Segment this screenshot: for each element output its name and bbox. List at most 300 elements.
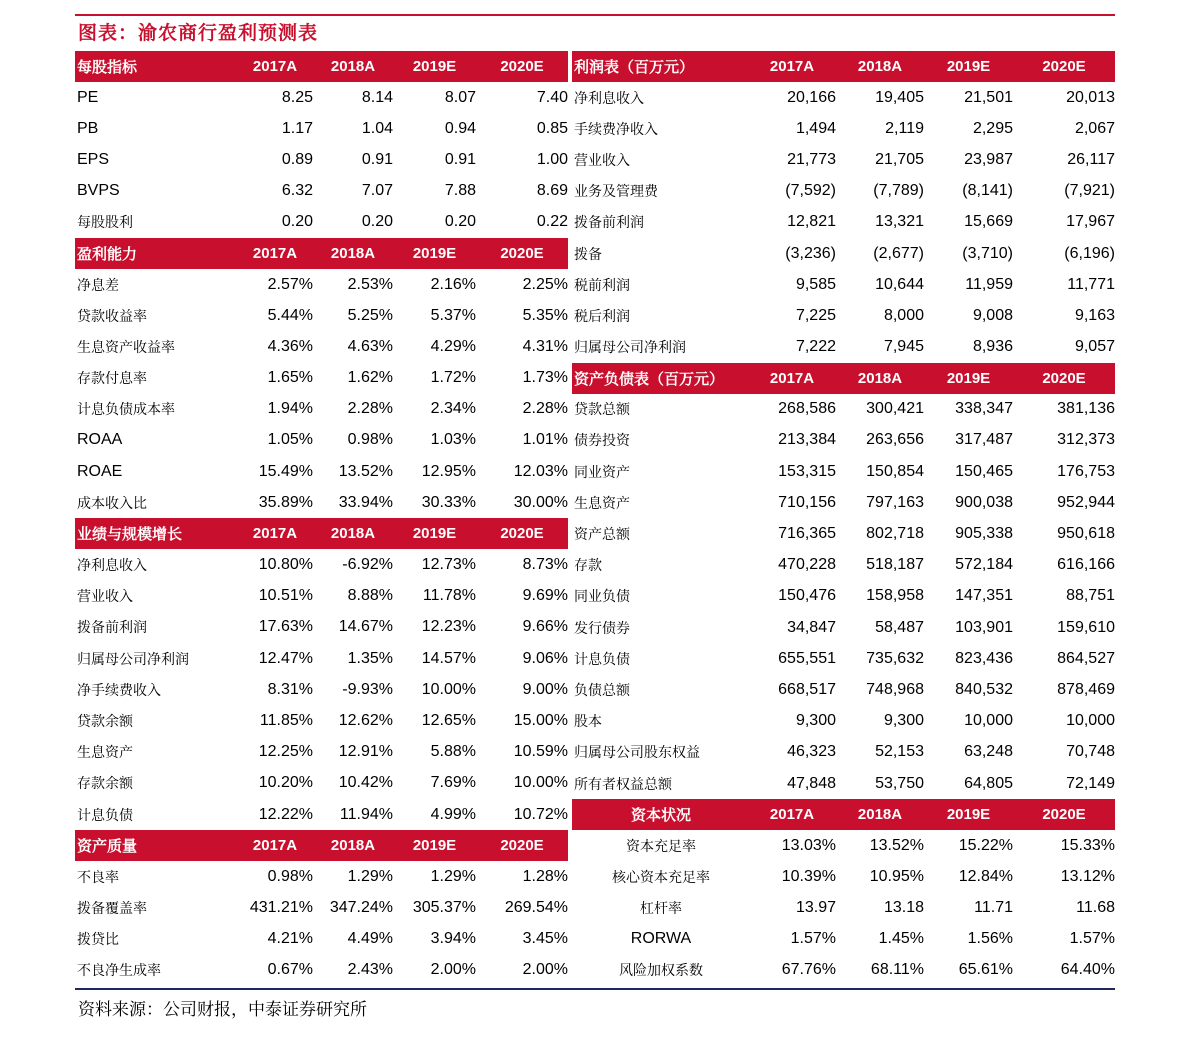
value-cell: 802,718 bbox=[866, 525, 924, 543]
table-row bbox=[75, 705, 568, 736]
value-cell: 7,225 bbox=[795, 306, 836, 324]
value-cell: 26,117 bbox=[1067, 150, 1115, 168]
value-cell: 19,405 bbox=[875, 88, 924, 106]
value-cell: 1.57% bbox=[790, 930, 836, 948]
value-cell: 4.49% bbox=[347, 930, 393, 948]
value-cell: 1.94% bbox=[267, 400, 313, 418]
row-label: 股本 bbox=[574, 714, 602, 731]
value-cell: (7,592) bbox=[785, 182, 836, 200]
value-cell: 2019E bbox=[412, 837, 457, 855]
value-cell: 2020E bbox=[500, 525, 544, 543]
table-row bbox=[572, 425, 1115, 456]
row-label: 资本状况 bbox=[630, 807, 691, 825]
value-cell: 12.84% bbox=[958, 867, 1013, 885]
footer-rule bbox=[75, 988, 1115, 990]
value-cell: 11,771 bbox=[1067, 275, 1115, 293]
value-cell: 317,487 bbox=[955, 431, 1013, 449]
value-cell: 8,000 bbox=[883, 306, 924, 324]
table-row bbox=[75, 425, 568, 456]
value-cell: 20,166 bbox=[787, 88, 836, 106]
table-row bbox=[75, 924, 568, 955]
value-cell: 840,532 bbox=[955, 680, 1013, 698]
value-cell: 0.98% bbox=[267, 867, 313, 885]
row-label: 贷款总额 bbox=[574, 402, 630, 419]
row-label: 杠杆率 bbox=[640, 901, 682, 918]
value-cell: 2019E bbox=[946, 58, 991, 75]
table-row bbox=[75, 581, 568, 612]
value-cell: 2017A bbox=[252, 244, 298, 262]
value-cell: 8.69 bbox=[536, 182, 568, 200]
value-cell: 5.35% bbox=[522, 306, 568, 324]
value-cell: 7,222 bbox=[795, 338, 836, 356]
value-cell: 9,300 bbox=[795, 712, 836, 730]
row-label: 拨备覆盖率 bbox=[77, 900, 147, 917]
value-cell: (2,677) bbox=[873, 244, 924, 262]
row-label: 税前利润 bbox=[574, 277, 630, 294]
value-cell: 1.62% bbox=[347, 369, 393, 387]
row-label: 生息资产 bbox=[574, 495, 630, 512]
value-cell: 53,750 bbox=[875, 774, 924, 792]
value-cell: 338,347 bbox=[955, 400, 1013, 418]
value-cell: 52,153 bbox=[875, 743, 924, 761]
row-label: 拨备前利润 bbox=[574, 215, 644, 232]
row-label: 存款余额 bbox=[77, 776, 133, 793]
table-row bbox=[572, 955, 1115, 986]
value-cell: 1.00 bbox=[536, 150, 568, 168]
value-cell: 5.88% bbox=[430, 743, 476, 761]
value-cell: 3.45% bbox=[522, 930, 568, 948]
row-label: BVPS bbox=[77, 182, 120, 200]
row-label: 利润表（百万元） bbox=[574, 59, 695, 76]
table-section-header bbox=[572, 51, 1115, 82]
value-cell: 11.68 bbox=[1076, 899, 1115, 917]
value-cell: 2017A bbox=[252, 58, 298, 75]
value-cell: 2019E bbox=[412, 244, 457, 262]
value-cell: 1,494 bbox=[795, 119, 836, 137]
value-cell: 12.22% bbox=[258, 805, 313, 823]
table-section-header bbox=[75, 830, 568, 861]
value-cell: 213,384 bbox=[778, 431, 836, 449]
row-label: 每股指标 bbox=[77, 59, 138, 76]
table-section-header bbox=[75, 238, 568, 269]
source-note: 资料来源：公司财报，中泰证券研究所 bbox=[78, 1000, 367, 1020]
row-label: 生息资产收益率 bbox=[77, 339, 175, 356]
row-label: 计息负债 bbox=[574, 651, 630, 668]
row-label: 同业资产 bbox=[574, 464, 630, 481]
value-cell: 616,166 bbox=[1057, 556, 1115, 574]
value-cell: 0.67% bbox=[267, 961, 313, 979]
value-cell: 2018A bbox=[857, 58, 903, 75]
table-row bbox=[572, 737, 1115, 768]
value-cell: 2020E bbox=[500, 244, 544, 262]
value-cell: 572,184 bbox=[955, 556, 1013, 574]
value-cell: 9,163 bbox=[1074, 306, 1115, 324]
value-cell: 0.91 bbox=[444, 150, 476, 168]
value-cell: 12.62% bbox=[338, 711, 393, 729]
row-label: PB bbox=[77, 119, 99, 137]
value-cell: 176,753 bbox=[1057, 462, 1115, 480]
table-row bbox=[75, 892, 568, 923]
row-label: 负债总额 bbox=[574, 682, 630, 699]
value-cell: 2017A bbox=[769, 369, 815, 387]
value-cell: 12.25% bbox=[258, 743, 313, 761]
value-cell: 13.52% bbox=[338, 462, 393, 480]
table-row bbox=[572, 518, 1115, 549]
value-cell: 2.28% bbox=[522, 400, 568, 418]
value-cell: 0.98% bbox=[347, 431, 393, 449]
value-cell: 8.73% bbox=[522, 556, 568, 574]
table-row bbox=[75, 612, 568, 643]
value-cell: 9,300 bbox=[883, 712, 924, 730]
value-cell: 12.03% bbox=[513, 462, 568, 480]
table-row bbox=[572, 581, 1115, 612]
value-cell: 5.37% bbox=[430, 306, 476, 324]
value-cell: 35.89% bbox=[258, 493, 313, 511]
value-cell: 10.39% bbox=[781, 867, 836, 885]
table-row bbox=[75, 269, 568, 300]
value-cell: 748,968 bbox=[866, 680, 924, 698]
value-cell: 11,959 bbox=[965, 275, 1013, 293]
value-cell: 58,487 bbox=[875, 618, 924, 636]
row-label: 盈利能力 bbox=[77, 245, 138, 263]
figure-title: 图表：渝农商行盈利预测表 bbox=[78, 22, 319, 44]
row-label: 净息差 bbox=[77, 277, 119, 294]
row-label: 资产负债表（百万元） bbox=[574, 370, 725, 388]
value-cell: 34,847 bbox=[787, 618, 836, 636]
row-label: 业绩与规模增长 bbox=[77, 526, 183, 544]
value-cell: 12.65% bbox=[421, 711, 476, 729]
table-row bbox=[75, 643, 568, 674]
table-section-header bbox=[572, 363, 1115, 394]
table-row bbox=[75, 176, 568, 207]
row-label: 债券投资 bbox=[574, 433, 630, 450]
value-cell: 159,610 bbox=[1057, 618, 1115, 636]
value-cell: 1.29% bbox=[430, 867, 476, 885]
value-cell: 150,854 bbox=[866, 462, 924, 480]
value-cell: 21,705 bbox=[875, 150, 924, 168]
value-cell: 46,323 bbox=[787, 743, 836, 761]
value-cell: 431.21% bbox=[249, 898, 313, 916]
value-cell: 88,751 bbox=[1066, 587, 1115, 605]
value-cell: 10.95% bbox=[869, 867, 924, 885]
value-cell: 305.37% bbox=[412, 898, 476, 916]
left-table bbox=[75, 51, 568, 986]
value-cell: 13.52% bbox=[869, 836, 924, 854]
value-cell: 347.24% bbox=[329, 898, 393, 916]
value-cell: 1.56% bbox=[967, 930, 1013, 948]
value-cell: 5.44% bbox=[267, 306, 313, 324]
value-cell: 150,476 bbox=[778, 587, 836, 605]
value-cell: 10.00% bbox=[513, 774, 568, 792]
value-cell: 4.21% bbox=[267, 930, 313, 948]
value-cell: 30.00% bbox=[513, 493, 568, 511]
value-cell: 15.49% bbox=[258, 462, 313, 480]
value-cell: 0.89 bbox=[281, 150, 313, 168]
value-cell: 4.99% bbox=[430, 805, 476, 823]
row-label: 税后利润 bbox=[574, 308, 630, 325]
table-row bbox=[75, 331, 568, 362]
value-cell: 12.73% bbox=[421, 556, 476, 574]
value-cell: 716,365 bbox=[778, 525, 836, 543]
value-cell: 2017A bbox=[769, 58, 815, 75]
value-cell: (3,710) bbox=[962, 244, 1013, 262]
row-label: 存款 bbox=[574, 558, 602, 575]
row-label: 营业收入 bbox=[574, 152, 630, 169]
right-table bbox=[572, 51, 1115, 986]
row-label: 归属母公司净利润 bbox=[77, 651, 189, 668]
value-cell: 12,821 bbox=[787, 213, 836, 231]
value-cell: 9,057 bbox=[1074, 338, 1115, 356]
row-label: PE bbox=[77, 88, 99, 106]
table-row bbox=[75, 82, 568, 113]
value-cell: 11.94% bbox=[339, 805, 393, 823]
value-cell: 15.33% bbox=[1060, 836, 1115, 854]
value-cell: 17,967 bbox=[1066, 213, 1115, 231]
value-cell: -6.92% bbox=[342, 556, 393, 574]
row-label: 资产质量 bbox=[77, 838, 138, 856]
row-label: 成本收入比 bbox=[77, 495, 147, 512]
table-row bbox=[572, 550, 1115, 581]
row-label: ROAE bbox=[77, 462, 123, 480]
value-cell: 12.95% bbox=[421, 462, 476, 480]
value-cell: 11.85% bbox=[259, 711, 313, 729]
value-cell: 64.40% bbox=[1060, 961, 1115, 979]
value-cell: 2017A bbox=[252, 525, 298, 543]
value-cell: 381,136 bbox=[1057, 400, 1115, 418]
row-label: 每股股利 bbox=[77, 215, 133, 232]
value-cell: 15,669 bbox=[964, 213, 1013, 231]
value-cell: 2.00% bbox=[430, 961, 476, 979]
table-row bbox=[75, 674, 568, 705]
value-cell: 8.07 bbox=[444, 88, 476, 106]
value-cell: 33.94% bbox=[338, 493, 393, 511]
row-label: EPS bbox=[77, 150, 110, 168]
value-cell: 2019E bbox=[946, 369, 991, 387]
table-row bbox=[75, 487, 568, 518]
table-row bbox=[572, 394, 1115, 425]
row-label: 计息负债 bbox=[77, 807, 133, 824]
value-cell: 7.07 bbox=[361, 182, 393, 200]
value-cell: 14.57% bbox=[421, 649, 476, 667]
value-cell: 312,373 bbox=[1057, 431, 1115, 449]
row-label: 发行债券 bbox=[574, 620, 630, 637]
value-cell: 1.57% bbox=[1069, 930, 1115, 948]
value-cell: (8,141) bbox=[962, 182, 1013, 200]
row-label: 拨备前利润 bbox=[77, 620, 147, 637]
value-cell: 9,585 bbox=[795, 275, 836, 293]
value-cell: 1.17 bbox=[281, 119, 313, 137]
value-cell: 1.04 bbox=[361, 119, 393, 137]
row-label: 生息资产 bbox=[77, 745, 133, 762]
value-cell: 68.11% bbox=[870, 961, 924, 979]
value-cell: 8.88% bbox=[347, 587, 393, 605]
table-row bbox=[572, 82, 1115, 113]
value-cell: 147,351 bbox=[955, 587, 1013, 605]
value-cell: 11.71 bbox=[974, 899, 1013, 917]
value-cell: 10,000 bbox=[1066, 712, 1115, 730]
value-cell: 10.00% bbox=[421, 680, 476, 698]
table-row bbox=[572, 924, 1115, 955]
value-cell: 2.57% bbox=[267, 275, 313, 293]
value-cell: 864,527 bbox=[1057, 649, 1115, 667]
value-cell: 15.22% bbox=[958, 836, 1013, 854]
table-row bbox=[572, 643, 1115, 674]
row-label: 手续费净收入 bbox=[574, 121, 658, 138]
table-row bbox=[572, 456, 1115, 487]
row-label: 风险加权系数 bbox=[619, 963, 703, 980]
value-cell: 67.76% bbox=[781, 961, 836, 979]
value-cell: 7.69% bbox=[430, 774, 476, 792]
table-row bbox=[572, 893, 1115, 924]
value-cell: 470,228 bbox=[778, 556, 836, 574]
value-cell: 11.78% bbox=[422, 587, 476, 605]
row-label: 计息负债成本率 bbox=[77, 402, 175, 419]
row-label: 不良净生成率 bbox=[77, 963, 161, 980]
value-cell: 655,551 bbox=[778, 649, 836, 667]
table-row bbox=[572, 144, 1115, 175]
value-cell: 4.31% bbox=[522, 337, 568, 355]
table-row bbox=[75, 144, 568, 175]
value-cell: 13.03% bbox=[781, 836, 836, 854]
table-section-header bbox=[75, 518, 568, 549]
value-cell: 0.91 bbox=[361, 150, 393, 168]
value-cell: (7,921) bbox=[1064, 182, 1115, 200]
value-cell: 10.80% bbox=[258, 556, 313, 574]
value-cell: 14.67% bbox=[338, 618, 393, 636]
value-cell: 10.42% bbox=[338, 774, 393, 792]
value-cell: 2018A bbox=[857, 806, 903, 824]
row-label: 净利息收入 bbox=[77, 558, 147, 575]
value-cell: 150,465 bbox=[955, 462, 1013, 480]
value-cell: 268,586 bbox=[778, 400, 836, 418]
value-cell: 9.66% bbox=[522, 618, 568, 636]
table-row bbox=[572, 674, 1115, 705]
value-cell: 21,501 bbox=[964, 88, 1013, 106]
title-rule bbox=[75, 14, 1115, 16]
value-cell: 13.12% bbox=[1060, 867, 1115, 885]
row-label: 归属母公司股东权益 bbox=[574, 745, 700, 762]
value-cell: 2.25% bbox=[522, 275, 568, 293]
value-cell: 905,338 bbox=[955, 525, 1013, 543]
value-cell: 2,119 bbox=[885, 119, 924, 137]
table-row bbox=[75, 394, 568, 425]
value-cell: 9.06% bbox=[522, 649, 568, 667]
value-cell: 2.34% bbox=[430, 400, 476, 418]
value-cell: 2.16% bbox=[430, 275, 476, 293]
value-cell: 1.28% bbox=[522, 867, 568, 885]
value-cell: 30.33% bbox=[421, 493, 476, 511]
value-cell: 3.94% bbox=[430, 930, 476, 948]
value-cell: 8,936 bbox=[972, 338, 1013, 356]
row-label: RORWA bbox=[630, 930, 692, 948]
value-cell: 9,008 bbox=[972, 306, 1013, 324]
table-row bbox=[75, 799, 568, 830]
table-row bbox=[572, 768, 1115, 799]
row-label: 资产总额 bbox=[574, 527, 630, 544]
value-cell: 13.97 bbox=[795, 899, 836, 917]
table-row bbox=[572, 487, 1115, 518]
value-cell: 300,421 bbox=[866, 400, 924, 418]
value-cell: 0.22 bbox=[536, 213, 568, 231]
value-cell: 263,656 bbox=[866, 431, 924, 449]
value-cell: 710,156 bbox=[778, 493, 836, 511]
value-cell: 1.65% bbox=[267, 369, 313, 387]
value-cell: 0.20 bbox=[361, 213, 393, 231]
value-cell: 0.20 bbox=[281, 213, 313, 231]
value-cell: 103,901 bbox=[955, 618, 1013, 636]
value-cell: (7,789) bbox=[873, 182, 924, 200]
value-cell: 2017A bbox=[769, 806, 815, 824]
table-row bbox=[572, 830, 1115, 861]
value-cell: 2.53% bbox=[347, 275, 393, 293]
value-cell: 668,517 bbox=[778, 680, 836, 698]
value-cell: 21,773 bbox=[787, 150, 836, 168]
value-cell: 8.25 bbox=[281, 88, 313, 106]
value-cell: 12.91% bbox=[338, 743, 393, 761]
value-cell: 1.05% bbox=[267, 431, 313, 449]
table-row bbox=[75, 456, 568, 487]
value-cell: 10.72% bbox=[513, 805, 568, 823]
value-cell: 518,187 bbox=[866, 556, 924, 574]
value-cell: 2019E bbox=[946, 806, 991, 824]
value-cell: 72,149 bbox=[1066, 774, 1115, 792]
value-cell: 2020E bbox=[1042, 806, 1086, 824]
table-row bbox=[572, 238, 1115, 269]
value-cell: 158,958 bbox=[866, 587, 924, 605]
value-cell: 0.94 bbox=[444, 119, 476, 137]
value-cell: 1.03% bbox=[430, 431, 476, 449]
value-cell: 2018A bbox=[330, 244, 376, 262]
value-cell: 47,848 bbox=[787, 774, 836, 792]
value-cell: 10,644 bbox=[875, 275, 924, 293]
value-cell: 2.43% bbox=[347, 961, 393, 979]
value-cell: 4.29% bbox=[430, 337, 476, 355]
value-cell: 2018A bbox=[330, 837, 376, 855]
table-row bbox=[75, 768, 568, 799]
value-cell: 8.31% bbox=[267, 680, 313, 698]
value-cell: 13,321 bbox=[875, 213, 924, 231]
table-row bbox=[572, 207, 1115, 238]
value-cell: 8.14 bbox=[361, 88, 393, 106]
value-cell: 0.20 bbox=[444, 213, 476, 231]
value-cell: 1.45% bbox=[878, 930, 924, 948]
value-cell: 823,436 bbox=[955, 649, 1013, 667]
value-cell: 2017A bbox=[252, 837, 298, 855]
table-row bbox=[75, 363, 568, 394]
row-label: ROAA bbox=[77, 431, 123, 449]
value-cell: 7,945 bbox=[883, 338, 924, 356]
row-label: 贷款余额 bbox=[77, 713, 133, 730]
value-cell: 2019E bbox=[412, 525, 457, 543]
table-row bbox=[75, 113, 568, 144]
value-cell: 2019E bbox=[412, 58, 457, 75]
table-row bbox=[572, 861, 1115, 892]
value-cell: 10.51% bbox=[258, 587, 313, 605]
value-cell: 4.63% bbox=[347, 337, 393, 355]
value-cell: 2020E bbox=[1042, 58, 1086, 75]
value-cell: 2020E bbox=[500, 58, 544, 75]
row-label: 所有者权益总额 bbox=[574, 776, 672, 793]
value-cell: 7.88 bbox=[444, 182, 476, 200]
value-cell: 64,805 bbox=[964, 774, 1013, 792]
value-cell: 12.47% bbox=[258, 649, 313, 667]
table-section-header bbox=[572, 799, 1115, 830]
table-row bbox=[75, 207, 568, 238]
value-cell: 952,944 bbox=[1057, 493, 1115, 511]
value-cell: 10.20% bbox=[258, 774, 313, 792]
table-row bbox=[572, 176, 1115, 207]
value-cell: 797,163 bbox=[866, 493, 924, 511]
